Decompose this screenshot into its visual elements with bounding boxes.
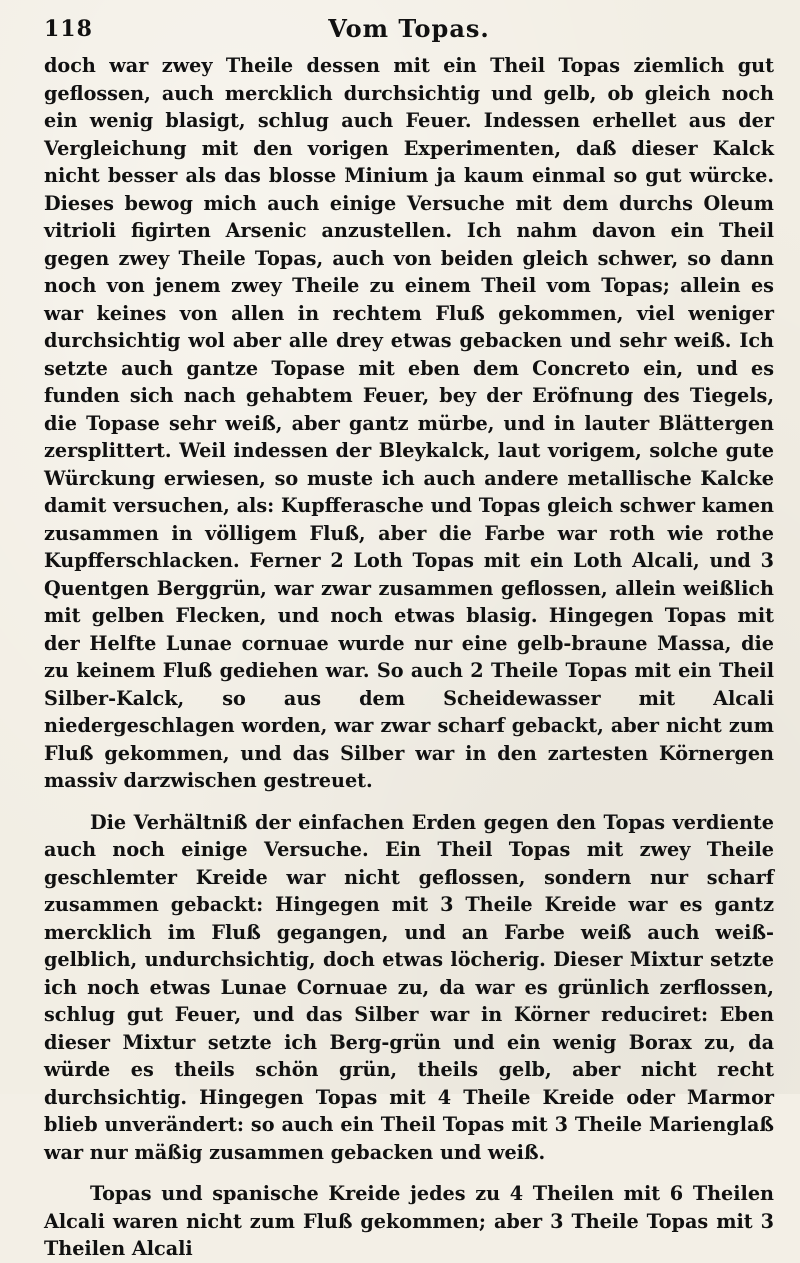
page-title: Vom Topas.	[328, 14, 490, 43]
paragraph-1: doch war zwey Theile dessen mit ein Theil Topas ziemlich gut geflossen, auch mercklich durchsichtig und gelb, ob gleich noch ein wenig blasigt, schlug auch Feuer. Indessen erhellet aus der Vergleichung mit den vorigen Experimenten, daß dieser Kalck nicht besser als das blosse Minium ja kaum einmal so gut würcke. Dieses bewog mich auch einige Versuche mit dem durchs Oleum vitrioli figirten Arsenic anzustellen. Ich nahm davon ein Theil gegen zwey Theile Topas, auch von beiden gleich schwer, so dann noch von jenem zwey Theile zu einem Theil vom Topas; allein es war keines von allen in rechtem Fluß gekommen, viel weniger durchsichtig wol aber alle drey etwas gebacken und sehr weiß. Ich setzte auch gantze Topase mit eben dem Concreto ein, und es funden sich nach gehabtem Feuer, bey der Eröfnung des Tiegels, die Topase sehr weiß, aber gantz mürbe, und in lauter Blättergen zersplittert. Weil indessen der Bleykalck, laut vorigem, solche gute Würckung erwiesen, so muste ich auch andere metallische Kalcke damit versuchen, als: Kupfferasche und Topas gleich schwer kamen zusammen in völligem Fluß, aber die Farbe war roth wie rothe Kupfferschlacken. Ferner 2 Loth Topas mit ein Loth Alcali, und 3 Quentgen Berggrün, war zwar zusammen geflossen, allein weißlich mit gelben Flecken, und noch etwas blasig. Hingegen Topas mit der Helfte Lunae cornuae wurde nur eine gelb-braune Massa, die zu keinem Fluß gediehen war. So auch 2 Theile Topas mit ein Theil Silber-Kalck, so aus dem Scheidewasser mit Alcali niedergeschlagen worden, war zwar scharf gebackt, aber nicht zum Fluß gekommen, und das Silber war in den zartesten Körnergen massiv darzwischen gestreuet.	[44, 54, 774, 792]
paragraph-2: Die Verhältniß der einfachen Erden gegen den Topas verdiente auch noch einige Versuche. Ein Theil Topas mit zwey Theile geschlemter Kreide war nicht geflossen, sondern nur scharf zusammen gebackt: Hingegen mit 3 Theile Kreide war es gantz mercklich im Fluß gegangen, und an Farbe weiß auch weiß-gelblich, undurchsichtig, doch etwas löcherig. Dieser Mixtur setzte ich noch etwas Lunae Cornuae zu, da war es grünlich zerflossen, schlug gut Feuer, und das Silber war in Körner reduciret: Eben dieser Mixtur setzte ich Berg-grün und ein wenig Borax zu, da würde es theils schön grün, theils gelb, aber nicht recht durchsichtig. Hingegen Topas mit 4 Theile Kreide oder Marmor blieb unverändert: so auch ein Theil Topas mit 3 Theile Marienglaß war nur mäßig zusammen gebacken und weiß.	[44, 810, 774, 1164]
paragraph-3: Topas und spanische Kreide jedes zu 4 Theilen mit 6 Theilen Alcali waren nicht zum Fluß gekommen; aber 3 Theile Topas mit 3 Theilen Alcali	[44, 1182, 774, 1260]
body-text	[44, 52, 774, 1263]
running-head	[44, 14, 774, 48]
page-number: 118	[44, 16, 93, 42]
